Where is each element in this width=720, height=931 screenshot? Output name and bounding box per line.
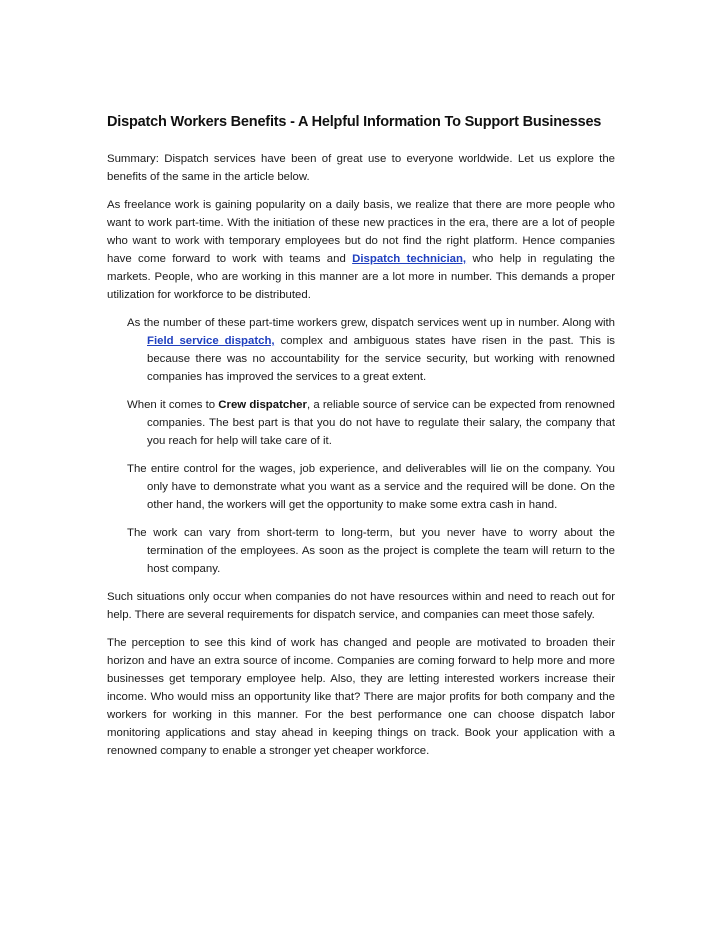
paragraph-work-term: The work can vary from short-term to long-term, but you never have to worry about the termination of the employees. As soon as the project is complete the team will return to the host company. bbox=[127, 527, 615, 575]
paragraph-text: As freelance work is gaining popularity on a daily basis, we realize that there are more people who want to work part-time. With the initiation of these new practices in the era, there are a lot of people who want to work with temporary employees but do not find the right platform. Hence companies have come forward to work with teams and bbox=[107, 199, 615, 265]
field-service-dispatch-link[interactable]: Field service dispatch, bbox=[147, 335, 275, 347]
paragraph-situations: Such situations only occur when companies do not have resources within and need to reach out for help. There are several requirements for dispatch service, and companies can meet those safely. bbox=[107, 591, 615, 621]
paragraph-text: who help in regulating the markets. People, who are working in this manner are a lot more in number. This demands a proper utilization for workforce to be distributed. bbox=[107, 253, 615, 301]
article-body bbox=[107, 114, 615, 770]
dispatch-technician-link[interactable]: Dispatch technician, bbox=[352, 253, 467, 265]
paragraph-part-time-workers bbox=[107, 314, 615, 386]
paragraph-crew-dispatcher bbox=[107, 396, 615, 450]
paragraph-control: The entire control for the wages, job experience, and deliverables will lie on the company. You only have to demonstrate what you want as a service and the required will be done. On the other hand, the workers will get the opportunity to make some extra cash in hand. bbox=[127, 463, 615, 511]
paragraph-perception: The perception to see this kind of work has changed and people are motivated to broaden their horizon and have an extra source of income. Companies are coming forward to help more and more businesses get temporary employee help. Also, they are letting interested workers increase their income. Who would miss an opportunity like that? There are major profits for both company and the workers for working in this manner. For the best performance one can choose dispatch labor monitoring applications and stay ahead in keeping things on track. Book your application with a renowned company to enable a stronger yet cheaper workforce. bbox=[107, 637, 615, 757]
paragraph-text: When it comes to bbox=[127, 399, 219, 411]
paragraph-text: , a reliable source of service can be expected from renowned companies. The best part is that you do not have to regulate their salary, the company that you reach for help will take care of it. bbox=[147, 399, 615, 447]
paragraph-freelance bbox=[107, 196, 615, 304]
paragraph-text: As the number of these part-time workers grew, dispatch services went up in number. Along with bbox=[127, 317, 615, 329]
summary-paragraph: Summary: Dispatch services have been of great use to everyone worldwide. Let us explore the benefits of the same in the article below. bbox=[107, 153, 615, 183]
article-title: Dispatch Workers Benefits - A Helpful Information To Support Businesses bbox=[107, 114, 602, 130]
crew-dispatcher-term: Crew dispatcher bbox=[218, 399, 307, 411]
paragraph-text: complex and ambiguous states have risen in the past. This is because there was no accountability for the service security, but working with renowned companies has improved the services to a great extent. bbox=[147, 335, 615, 383]
